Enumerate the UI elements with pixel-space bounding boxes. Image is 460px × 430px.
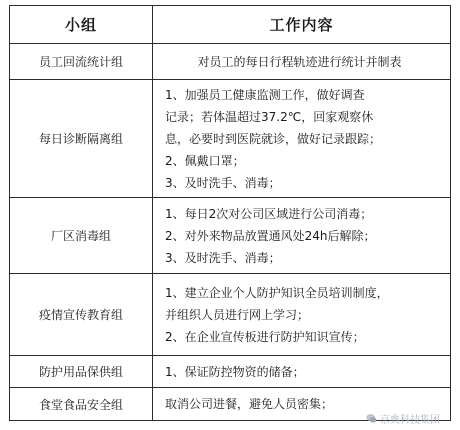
group-cell: 疫情宣传教育组 [10,274,153,356]
content-line: 1、建立企业个人防护知识全员培训制度， [165,285,389,300]
content-line: 2、在企业宣传板进行防护知识宣传； [165,329,365,344]
table-row [10,198,451,274]
content-cell [153,80,451,198]
table-row [10,274,451,356]
group-cell: 厂区消毒组 [10,198,153,274]
table-row [10,80,451,198]
header-group: 小组 [10,6,153,44]
content-cell [153,198,451,274]
watermark [366,411,440,426]
content-line: 取消公司进餐，避免人员密集； [165,397,334,411]
content-line: 息，必要时到医院就诊，做好记录跟踪； [165,131,382,146]
content-line: 1、加强员工健康监测工作，做好调查 [165,87,365,102]
work-assignment-table [9,5,451,421]
content-line: 对员工的每日行程轨迹进行统计并制表 [197,54,402,69]
group-cell: 食堂食品安全组 [10,388,153,421]
content-line: 3、及时洗手、消毒； [165,250,281,265]
header-work-content: 工作内容 [153,6,451,44]
watermark-text: 京典科技集团 [380,415,440,426]
work-assignment-table-container [9,5,450,421]
content-cell [153,274,451,356]
content-line: 2、对外来物品放置通风处24h后解除； [165,228,376,243]
wechat-icon [366,413,377,424]
table-row [10,44,451,80]
content-line: 1、保证防控物资的储备； [165,364,305,379]
content-line: 3、及时洗手、消毒； [165,175,281,190]
table-header-row [10,6,451,44]
table-row [10,356,451,388]
group-cell: 防护用品保供组 [10,356,153,388]
content-cell [153,356,451,388]
content-cell [153,44,451,80]
content-line: 2、佩戴口罩； [165,153,245,168]
content-line: 并组织人员进行网上学习； [165,307,310,322]
group-cell: 每日诊断隔离组 [10,80,153,198]
content-line: 1、每日2次对公司区域进行公司消毒； [165,206,373,221]
content-line: 记录；若体温超过37.2℃，回家观察休 [165,109,374,124]
group-cell: 员工回流统计组 [10,44,153,80]
